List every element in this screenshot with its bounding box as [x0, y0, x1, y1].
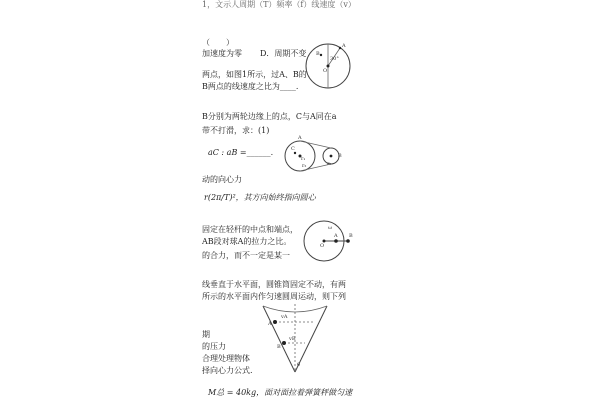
question-7-line-2: 的压力: [202, 342, 226, 351]
label-r2: r₂: [302, 163, 307, 169]
question-3-formula: aC : aB =______.: [208, 148, 274, 157]
question-1-options: （ ）: [202, 38, 234, 47]
question-2-line-2: B两点的线速度之比为____.: [202, 82, 299, 91]
question-5-line-2: AB段对球A的拉力之比。: [202, 237, 292, 246]
label-a: A: [342, 43, 346, 49]
label-r3: r₃: [327, 161, 332, 167]
pulley-figure: [283, 132, 345, 184]
question-1-choice-a: 加速度为零: [202, 49, 242, 58]
rod-figure: [300, 215, 354, 269]
label-o: O: [320, 243, 325, 249]
question-7-line-4: 择向心力公式.: [202, 366, 253, 375]
label-b: B: [349, 233, 353, 239]
label-o: O: [323, 68, 328, 74]
cone-figure: [255, 300, 337, 376]
label-c: C: [291, 146, 295, 152]
question-8-formula: M总 = 40kg，面对面拉着弹簧秤做匀速: [208, 388, 353, 397]
label-a: A: [268, 321, 272, 327]
question-4-line-1: 动的向心力: [202, 175, 242, 184]
question-3-line-1: B分别为两轮边缘上的点，C与A同在a: [202, 112, 337, 121]
question-5-line-1: 固定在轻杆的中点和端点，: [202, 225, 298, 234]
label-theta: θ: [297, 362, 301, 368]
label-va: vA: [281, 314, 288, 320]
label-b: B: [277, 344, 281, 350]
label-omega: ω: [328, 225, 333, 231]
question-4-formula: r(2π/T)²，其方向始终指向圆心: [204, 193, 316, 202]
question-5-line-3: 的合力，而不一定是某一: [202, 251, 290, 260]
question-7-line-3: 合理处理物体: [202, 354, 250, 363]
label-r1: r₁: [301, 156, 306, 162]
label-a: A: [298, 135, 302, 141]
question-6-line-1: 线垂直于水平面，圆锥筒固定不动，有两: [202, 280, 346, 289]
circle-figure-1: [300, 38, 356, 94]
label-b: B: [338, 153, 342, 159]
question-3-line-2: 带不打滑，求：(1): [202, 126, 270, 135]
question-1-choice-d: D．周期不变: [260, 49, 307, 58]
question-7-line-1: 期: [202, 330, 210, 339]
label-angle: 30°: [330, 56, 339, 62]
label-vb: vB: [289, 336, 296, 342]
label-b: B: [316, 51, 320, 57]
text-line-1: 1，文示人周期（T）频率（f）线速度（v）: [202, 0, 356, 9]
question-6-line-2: 所示的水平面内作匀速圆周运动，则下列: [202, 292, 346, 301]
question-2-line-1: 两点，如图1所示，过A、B的: [202, 70, 307, 79]
label-a: A: [334, 233, 338, 239]
